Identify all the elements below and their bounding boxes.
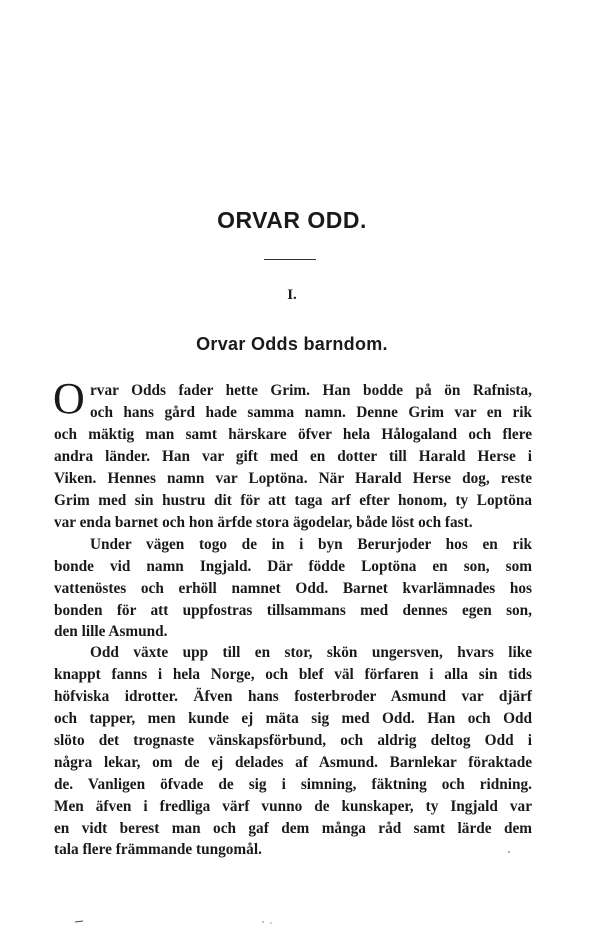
chapter-number: I. [287, 287, 297, 303]
text-line: en vidt berest man och gaf dem många råd samt lärde dem [54, 820, 532, 837]
text-line: andra länder. Han var gift med en dotter till Harald Herse i [54, 448, 532, 465]
text-line: knappt fanns i hela Norge, och blef väl förfaren i alla sin tids [54, 666, 532, 683]
text-line: de. Vanligen öfvade de sig i simning, fäktning och ridning. [54, 776, 532, 793]
text-line: bonde vid namn Ingjald. Där födde Loptöna en son, som [54, 558, 532, 575]
text-line: den lille Asmund. [54, 623, 168, 640]
text-line: tala flere främmande tungomål. [54, 841, 262, 858]
text-line: Men äfven i fredliga värf vunno de kunskaper, ty Ingjald var [54, 798, 532, 815]
text-line: var enda barnet och hon ärfde stora ägodelar, både löst och fast. [54, 514, 473, 531]
text-line: bonden för att uppfostras tillsammans med dennes egen son, [54, 602, 532, 619]
text-line: och hans gård hade samma namn. Denne Grim var en rik [90, 404, 532, 421]
text-line: Odd växte upp till en stor, skön ungersven, hvars like [90, 644, 532, 661]
text-line: höfviska idrotter. Äfven hans fosterbroder Asmund var djärf [54, 688, 532, 705]
text-line: rvar Odds fader hette Grim. Han bodde på ön Rafnista, [90, 382, 532, 399]
text-line: några lekar, om de ej delades af Asmund. Barnlekar föraktade [54, 754, 532, 771]
page-title: ORVAR ODD. [217, 207, 367, 233]
text-line: vattenöstes och erhöll namnet Odd. Barnet kvarlämnades hos [54, 580, 532, 597]
drop-cap: O [53, 374, 85, 423]
text-line: slöto det trognaste vänskapsförbund, och aldrig deltog Odd i [54, 732, 532, 749]
text-line: och mäktig man samt härskare öfver hela Hålogaland och flere [54, 426, 532, 443]
text-line: Grim med sin hustru dit för att taga arf efter honom, ty Loptöna [54, 492, 532, 509]
text-line: Under vägen togo de in i byn Berurjoder hos en rik [90, 536, 532, 553]
chapter-title: Orvar Odds barndom. [196, 334, 388, 354]
text-line: och tapper, men kunde ej mäta sig med Odd. Han och Odd [54, 710, 532, 727]
text-line: Viken. Hennes namn var Loptöna. När Harald Herse dog, reste [54, 470, 532, 487]
